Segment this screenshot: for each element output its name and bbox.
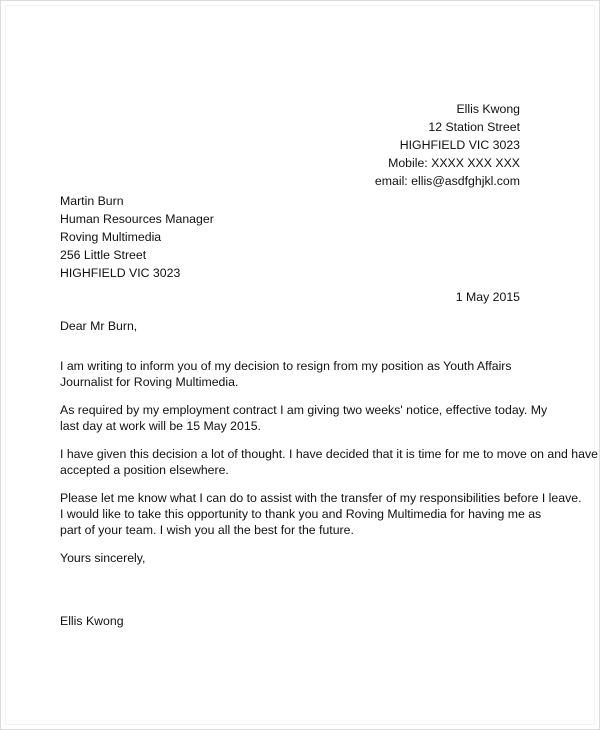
salutation: Dear Mr Burn,: [60, 319, 138, 333]
paragraph-line: Please let me know what I can do to assist with the transfer of my responsibilities before I leave.: [60, 491, 582, 505]
recipient-street: 256 Little Street: [60, 248, 147, 262]
paragraph-line: part of your team. I wish you all the best for the future.: [60, 523, 354, 537]
recipient-city: HIGHFIELD VIC 3023: [60, 266, 181, 280]
recipient-name: Martin Burn: [60, 194, 124, 208]
paragraph-line: last day at work will be 15 May 2015.: [60, 419, 261, 433]
sender-city: HIGHFIELD VIC 3023: [399, 138, 520, 152]
closing: Yours sincerely,: [60, 551, 146, 565]
paragraph-line: As required by my employment contract I am giving two weeks' notice, effective today. My: [60, 403, 548, 417]
paragraph-line: Journalist for Roving Multimedia.: [60, 375, 239, 389]
sender-mobile: Mobile: XXXX XXX XXX: [388, 156, 520, 170]
paragraph-line: I have given this decision a lot of thought. I have decided that it is time for me to move on and have: [60, 447, 598, 461]
sender-name: Ellis Kwong: [456, 102, 520, 116]
paragraph-line: I am writing to inform you of my decision to resign from my position as Youth Affairs: [60, 359, 512, 373]
recipient-title: Human Resources Manager: [60, 212, 214, 226]
recipient-company: Roving Multimedia: [60, 230, 162, 244]
letter-date: 1 May 2015: [455, 290, 520, 304]
sender-email: email: ellis@asdfghjkl.com: [374, 174, 520, 188]
sender-street: 12 Station Street: [428, 120, 520, 134]
paragraph-line: accepted a position elsewhere.: [60, 463, 229, 477]
paragraph-line: I would like to take this opportunity to thank you and Roving Multimedia for having me as: [60, 507, 542, 521]
signature-name: Ellis Kwong: [60, 614, 124, 628]
